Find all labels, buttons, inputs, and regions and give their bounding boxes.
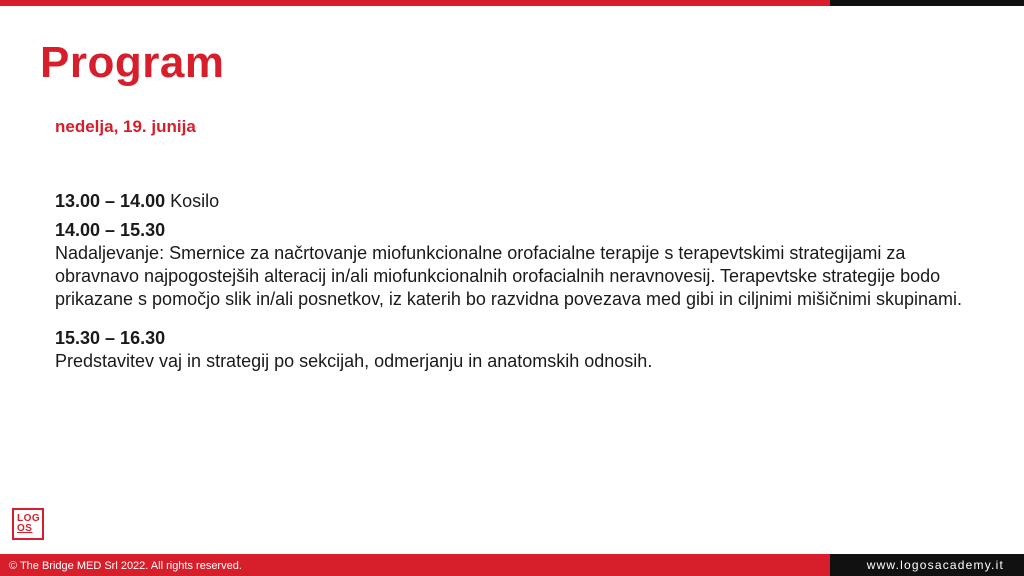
schedule-description: Nadaljevanje: Smernice za načrtovanje miofunkcionalne orofacialne terapije s terapevtskimi strategijami za obravnavo najpogostejših alteracij in/ali miofunkcionalnih orofacialnih neravnovesij. Terapevtske strategije bodo prikazane s pomočjo slik in/ali posnetkov, iz katerih bo razvidna povezava med gibi in ciljnimi mišičnimi skupinami. (55, 243, 963, 309)
schedule-time: 13.00 – 14.00 (55, 191, 166, 211)
schedule-item (55, 327, 975, 373)
schedule-description: Predstavitev vaj in strategij po sekcijah, odmerjanju in anatomskih odnosih. (55, 351, 653, 371)
footer-website-link[interactable]: www.logosacademy.it (866, 558, 1004, 572)
logo-text-line1: LOG (17, 513, 41, 524)
schedule-time: 15.30 – 16.30 (55, 328, 166, 348)
date-subtitle: nedelja, 19. junija (55, 117, 196, 136)
schedule-time: 14.00 – 15.30 (55, 220, 166, 240)
page-title: Program (40, 38, 225, 87)
logos-logo (12, 508, 44, 540)
top-accent-bar (0, 0, 830, 6)
schedule-item (55, 219, 975, 311)
schedule-description: Kosilo (170, 191, 220, 211)
schedule (55, 190, 975, 379)
top-dark-bar (830, 0, 1024, 6)
schedule-item (55, 190, 975, 213)
logo-text-line2: OS (17, 523, 33, 534)
footer-copyright: © The Bridge MED Srl 2022. All rights reserved. (9, 560, 242, 572)
